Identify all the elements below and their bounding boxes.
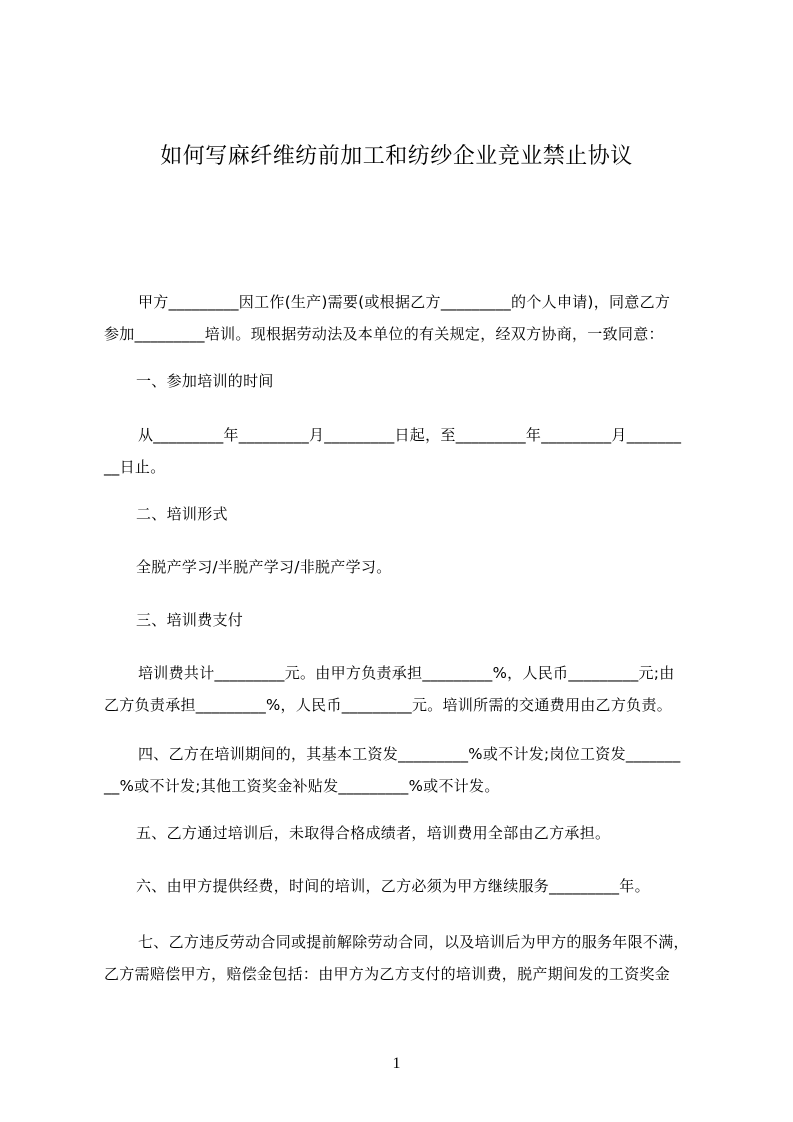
section-7-line-1: 七、乙方违反劳动合同或提前解除劳动合同，以及培训后为甲方的服务年限不满， [138, 933, 689, 951]
section-7-paragraph [104, 926, 704, 990]
intro-paragraph [104, 286, 704, 350]
intro-line-2: 参加_________培训。现根据劳动法及本单位的有关规定，经双方协商，一致同意： [104, 325, 664, 343]
section-3-line-1: 培训费共计_________元。由甲方负责承担_________%，人民币_________元;由 [138, 664, 675, 682]
section-2-body: 全脱产学习/半脱产学习/非脱产学习。 [136, 558, 392, 576]
section-6-paragraph [104, 870, 704, 902]
section-1-line-2: __日止。 [104, 458, 166, 476]
document-title: 如何写麻纤维纺前加工和纺纱企业竞业禁止协议 [160, 144, 633, 169]
section-3-heading-block [104, 604, 704, 636]
section-2-paragraph [104, 551, 704, 583]
section-7-line-2: 乙方需赔偿甲方，赔偿金包括：由甲方为乙方支付的培训费，脱产期间发的工资奖金 [104, 965, 671, 983]
section-3-line-2: 乙方负责承担_________%，人民币_________元。培训所需的交通费用由乙方负责。 [104, 696, 673, 714]
section-1-heading-block [104, 365, 704, 397]
section-4-line-1: 四、乙方在培训期间的，其基本工资发_________%或不计发;岗位工资发_______ [138, 745, 681, 763]
section-3-heading: 三、培训费支付 [136, 611, 244, 629]
section-1-paragraph [104, 419, 704, 483]
section-3-paragraph [104, 657, 704, 721]
section-4-paragraph [104, 738, 704, 802]
page-number: 1 [392, 1055, 401, 1072]
section-6-line-1: 六、由甲方提供经费，时间的培训，乙方必须为甲方继续服务_________年。 [136, 877, 650, 895]
section-5-line-1: 五、乙方通过培训后，未取得合格成绩者，培训费用全部由乙方承担。 [136, 824, 611, 842]
section-2-heading: 二、培训形式 [136, 505, 228, 523]
section-5-paragraph [104, 817, 704, 849]
intro-line-1: 甲方_________因工作(生产)需要(或根据乙方_________的个人申请)，同意乙方 [138, 293, 671, 311]
section-1-heading: 一、参加培训的时间 [136, 372, 274, 390]
section-2-heading-block [104, 498, 704, 530]
section-4-line-2: __%或不计发;其他工资奖金补贴发_________%或不计发。 [104, 777, 500, 795]
section-1-line-1: 从_________年_________月_________日起，至_________年_________月_______ [138, 426, 682, 444]
